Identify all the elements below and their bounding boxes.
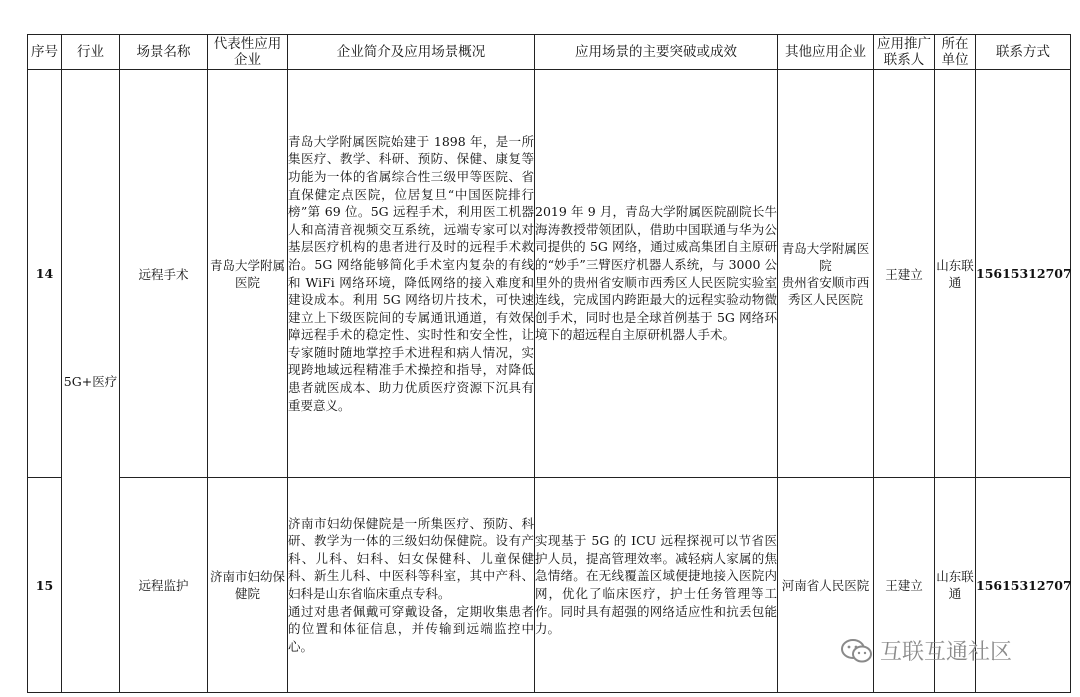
row-seq: 14: [28, 70, 62, 478]
other-company: 贵州省安顺市西秀区人民医院: [781, 274, 870, 307]
header-intro: 企业简介及应用场景概况: [288, 35, 535, 70]
row-contact: 15615312707: [976, 478, 1071, 693]
application-table: [27, 34, 1071, 693]
other-company: 青岛大学附属医院: [781, 240, 870, 273]
row-unit: 山东联通: [935, 478, 976, 693]
table-row: [28, 70, 1071, 478]
header-industry: 行业: [62, 35, 120, 70]
row-breakthrough: 2019 年 9 月，青岛大学附属医院副院长牛海涛教授带领团队，借助中国联通与华为公司提供的 5G 网络，通过威高集团自主原研的“妙手”三臂医疗机器人系统，与 3000 公里外的贵州省安顺市西秀区人民医院实验室连线，完成国内跨距最大的远程实验动物微创手术，同时也是全球首例基于 5G 网络环境下的超远程自主原研机器人手术。: [535, 70, 778, 478]
row-others: [778, 70, 874, 478]
header-seq: 序号: [28, 35, 62, 70]
row-contact: 15615312707: [976, 70, 1071, 478]
header-unit: 所在单位: [935, 35, 976, 70]
header-scene: 场景名称: [120, 35, 208, 70]
intro-paragraph: 通过对患者佩戴可穿戴设备，定期收集患者的位置和体征信息，并传输到远端监控中心。: [288, 603, 534, 654]
header-row: [28, 35, 1071, 70]
header-breakthrough: 应用场景的主要突破或成效: [535, 35, 778, 70]
header-company: 代表性应用企业: [208, 35, 288, 70]
row-breakthrough: 实现基于 5G 的 ICU 远程探视可以节省医护人员，提高管理效率。减轻病人家属的焦急情绪。在无线覆盖区域便捷地接入医院内网，优化了临床医疗，护士任务管理等工作。同时具有超强的网络适应性和抗丢包能力。: [535, 478, 778, 693]
header-others: 其他应用企业: [778, 35, 874, 70]
row-company: 济南市妇幼保健院: [208, 478, 288, 693]
watermark: [840, 635, 1012, 666]
row-seq: 15: [28, 478, 62, 693]
intro-paragraph: 济南市妇幼保健院是一所集医疗、预防、科研、教学为一体的三级妇幼保健院。设有产科、儿科、妇科、妇女保健科、儿童保健科、新生儿科、中医科等科室，其中产科、妇科是山东省临床重点专科。: [288, 515, 534, 601]
industry-cell: 5G+医疗: [62, 70, 120, 693]
row-unit: 山东联通: [935, 70, 976, 478]
row-promoter: 王建立: [874, 70, 935, 478]
wechat-icon: [840, 638, 874, 664]
header-contact: 联系方式: [976, 35, 1071, 70]
row-scene: 远程监护: [120, 478, 208, 693]
row-company: 青岛大学附属医院: [208, 70, 288, 478]
other-company: 河南省人民医院: [781, 577, 870, 593]
row-intro: 青岛大学附属医院始建于 1898 年，是一所集医疗、教学、科研、预防、保健、康复等功能为一体的省属综合性三级甲等医院、省直保健定点医院，位居复旦“中国医院排行榜”第 69 位。5G 远程手术，利用医工机器人和高清音视频交互系统，远端专家可以对基层医疗机构的患者进行及时的远程手术救治。5G 网络能够简化手术室内复杂的有线和 WiFi 网络环境，降低网络的接入难度和建设成本。利用 5G 网络切片技术，可快速建立上下级医院间的专属通讯通道，有效保障远程手术的稳定性、实时性和安全性，让专家随时随地掌控手术进程和病人情况，实现跨地域远程精准手术操控和指导，对降低患者就医成本、助力优质医疗资源下沉具有重要意义。: [288, 70, 535, 478]
watermark-text: 互联互通社区: [880, 640, 1013, 665]
header-promoter: 应用推广联系人: [874, 35, 935, 70]
row-promoter: 王建立: [874, 478, 935, 693]
row-intro: [288, 478, 535, 693]
row-scene: 远程手术: [120, 70, 208, 478]
